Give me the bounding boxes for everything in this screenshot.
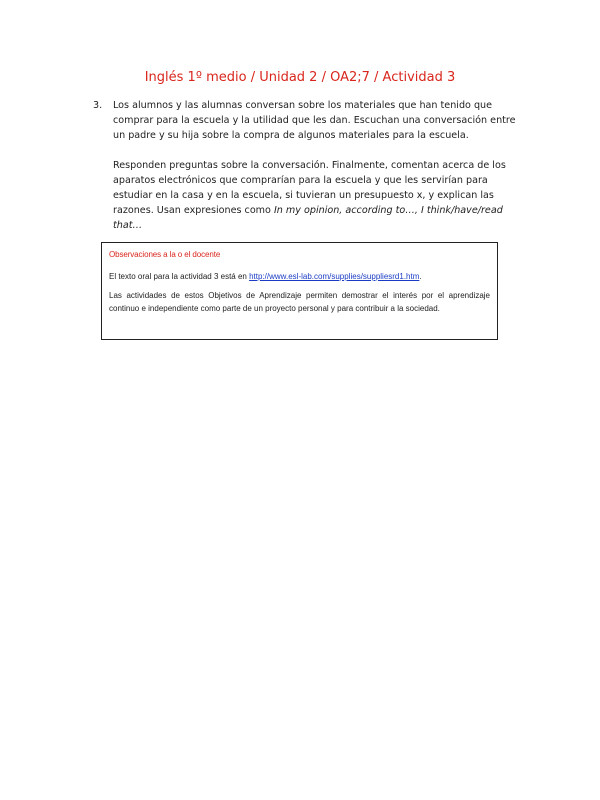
observations-paragraph: Las actividades de estos Objetivos de Aprendizaje permiten demostrar el interés por el aprendizaje continuo e independiente como parte de un proyecto personal y para contribuir a la sociedad. <box>109 291 490 313</box>
page-title: Inglés 1º medio / Unidad 2 / OA2;7 / Actividad 3 <box>144 70 456 85</box>
observations-audio-source <box>109 270 490 283</box>
teacher-observations-box <box>101 242 498 340</box>
activity-paragraph-2-text: Responden preguntas sobre la conversación. Finalmente, comentan acerca de los aparatos electrónicos que comprarían para la escuela y que les servirían para estudiar en la casa y en la escuela, si tuvieran un presupuesto x, y explican las razones. Usan expresiones como <box>113 160 506 216</box>
activity-paragraph-2 <box>113 158 525 233</box>
observations-text-before-link: El texto oral para la actividad 3 está en <box>109 272 250 281</box>
activity-number: 3. <box>93 100 103 111</box>
observations-heading: Observaciones a la o el docente <box>109 250 221 259</box>
activity-block <box>95 98 525 248</box>
observations-text-after-link: . <box>419 272 422 281</box>
activity-paragraph-1: Los alumnos y las alumnas conversan sobre los materiales que han tenido que comprar para la escuela y la utilidad que les dan. Escuchan una conversación entre un padre y su hija sobre la compra de algunos materiales para la escuela. <box>113 100 516 141</box>
activity-expressions: In my opinion, according to…, I think/have/read that… <box>113 205 503 231</box>
audio-text-link[interactable]: http://www.esl-lab.com/supplies/suppliesrd1.htm <box>249 272 420 281</box>
activity-body <box>113 98 525 233</box>
